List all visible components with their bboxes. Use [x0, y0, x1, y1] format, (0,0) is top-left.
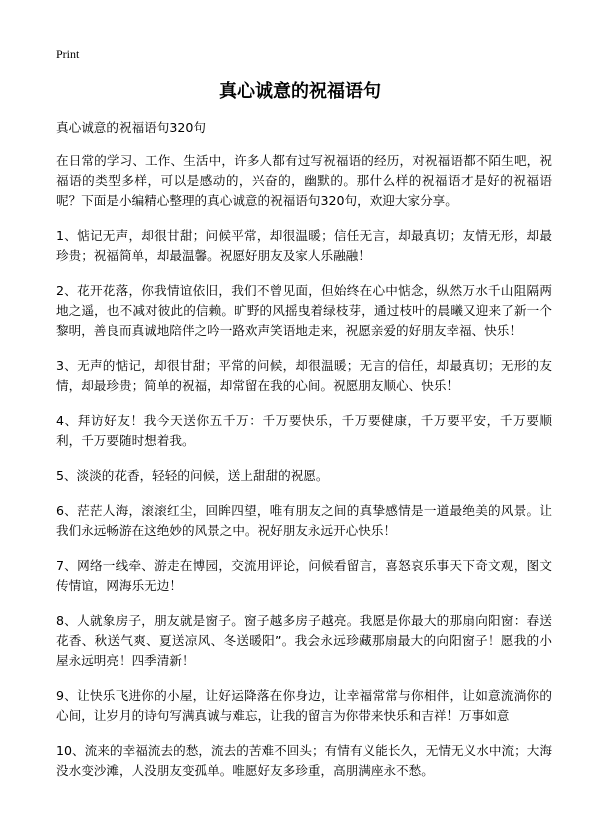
blessing-item-5: 5、淡淡的花香，轻轻的问候，送上甜甜的祝愿。: [56, 468, 329, 483]
page-title: 真心诚意的祝福语句: [219, 81, 381, 102]
blessing-item-7: 7、网络一线牵、游走在博园，交流用评论，问候看留言，喜怒哀乐事天下奇文观，图文传情谊，网海乐无边！: [56, 558, 552, 593]
blessing-item-1: 1、惦记无声，却很甘甜；问候平常，却很温暖；信任无言，却最真切；友情无形，却最珍贵；祝福简单，却最温馨。祝愿好朋友及家人乐融融！: [56, 228, 552, 263]
intro-paragraph: 在日常的学习、工作、生活中，许多人都有过写祝福语的经历，对祝福语都不陌生吧，祝福语的类型多样，可以是感动的，兴奋的，幽默的。那什么样的祝福语才是好的祝福语呢？下面是小编精心整理的真心诚意的祝福语句320句，欢迎大家分享。: [56, 153, 552, 208]
blessing-item-4: 4、拜访好友！我今天送你五千万：千万要快乐，千万要健康，千万要平安，千万要顺利，千万要随时想着我。: [56, 413, 552, 448]
blessing-item-9: 9、让快乐飞进你的小屋，让好运降落在你身边，让幸福常常与你相伴，让如意流淌你的心间，让岁月的诗句写满真诚与难忘，让我的留言为你带来快乐和吉祥！万事如意: [56, 688, 552, 723]
blessing-item-8: 8、人就象房子，朋友就是窗子。窗子越多房子越亮。我愿是你最大的那扇向阳窗：春送花香、秋送气爽、夏送凉风、冬送暖阳”。我会永远珍藏那扇最大的向阳窗子！愿我的小屋永远明亮！四季清新！: [56, 613, 552, 668]
article-subtitle: 真心诚意的祝福语句320句: [56, 120, 206, 135]
blessing-item-6: 6、茫茫人海，滚滚红尘，回眸四望，唯有朋友之间的真挚感情是一道最绝美的风景。让我们永远畅游在这绝妙的风景之中。祝好朋友永远开心快乐！: [56, 503, 552, 538]
blessing-item-2: 2、花开花落，你我情谊依旧，我们不曾见面，但始终在心中惦念，纵然万水千山阻隔两地之遥，也不减对彼此的信赖。旷野的风摇曳着绿枝芽，通过枝叶的晨曦又迎来了新一个黎明，善良而真诚地陪伴之吟一路欢声笑语地走来，祝愿亲爱的好朋友幸福、快乐！: [56, 283, 552, 338]
blessing-item-3: 3、无声的惦记，却很甘甜；平常的问候，却很温暖；无言的信任，却最真切；无形的友情，却最珍贵；简单的祝福，却常留在我的心间。祝愿朋友顺心、快乐！: [56, 358, 552, 393]
print-link[interactable]: Print: [56, 47, 80, 61]
article-body: [56, 118, 552, 796]
blessing-item-10: 10、流来的幸福流去的愁，流去的苦难不回头；有情有义能长久，无情无义水中流；大海没水变沙滩，人没朋友变孤单。唯愿好友多珍重，高朋满座永不愁。: [56, 743, 552, 778]
